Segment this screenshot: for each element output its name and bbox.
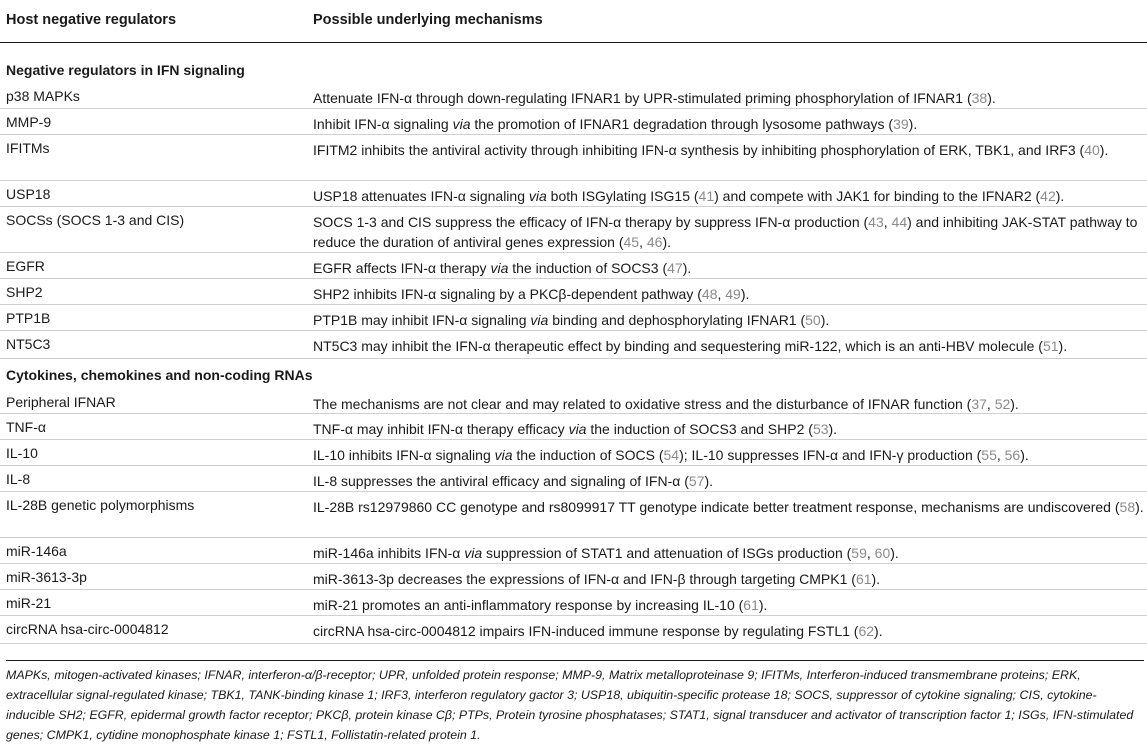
regulator-name: p38 MAPKs bbox=[6, 88, 80, 104]
reference-number: 57 bbox=[688, 473, 705, 489]
regulator-name: USP18 bbox=[6, 186, 51, 202]
reference-number: 39 bbox=[893, 116, 909, 132]
mechanism-text bbox=[313, 595, 1145, 615]
reference-number: 42 bbox=[1040, 188, 1056, 204]
reference-number: 41 bbox=[698, 188, 715, 204]
text-fragment: SOCS 1-3 and CIS suppress the efficacy of IFN-α therapy by suppress IFN-α production ( bbox=[313, 214, 869, 230]
mechanism-text bbox=[313, 186, 1145, 206]
reference-number: 51 bbox=[1042, 338, 1059, 354]
reference-number: 55 bbox=[981, 447, 997, 463]
table-row bbox=[0, 330, 1147, 359]
mechanism-text bbox=[313, 284, 1145, 304]
mechanism-text bbox=[313, 394, 1145, 414]
text-fragment: the induction of SOCS3 ( bbox=[508, 260, 668, 276]
mechanism-text bbox=[313, 569, 1145, 589]
text-fragment: , bbox=[866, 545, 875, 561]
text-fragment: miR-3613-3p decreases the expressions of IFN-α and IFN-β through targeting CMPK1 ( bbox=[313, 571, 856, 587]
italic-text: via bbox=[494, 447, 513, 463]
text-fragment: ); IL-10 suppresses IFN-α and IFN-γ production ( bbox=[679, 447, 982, 463]
text-fragment: miR-21 promotes an anti-inflammatory response by increasing IL-10 ( bbox=[313, 597, 744, 613]
reference-number: 37 bbox=[971, 396, 987, 412]
text-fragment: , bbox=[986, 396, 995, 412]
header-regulators: Host negative regulators bbox=[6, 12, 177, 28]
text-fragment: Inhibit IFN-α signaling bbox=[313, 116, 453, 132]
text-fragment: ). bbox=[662, 234, 672, 250]
text-fragment: miR-146a inhibits IFN-α bbox=[313, 545, 465, 561]
reference-number: 50 bbox=[805, 312, 821, 328]
italic-text: via bbox=[568, 421, 587, 437]
regulator-name: miR-3613-3p bbox=[6, 569, 87, 585]
regulator-name: Peripheral IFNAR bbox=[6, 394, 116, 410]
table-row bbox=[0, 589, 1147, 616]
text-fragment: ). bbox=[828, 421, 838, 437]
italic-text: via bbox=[528, 188, 547, 204]
regulator-name: TNF-α bbox=[6, 419, 46, 435]
reference-number: 44 bbox=[891, 214, 908, 230]
section-title: Cytokines, chemokines and non-coding RNAs bbox=[6, 367, 313, 383]
reference-number: 40 bbox=[1084, 142, 1100, 158]
section-title: Negative regulators in IFN signaling bbox=[6, 62, 245, 78]
table-row bbox=[0, 563, 1147, 590]
table-row bbox=[0, 82, 1147, 109]
italic-text: via bbox=[452, 116, 471, 132]
text-fragment: ). bbox=[1010, 396, 1019, 412]
text-fragment: ). bbox=[1099, 142, 1109, 158]
text-fragment: the induction of SOCS3 and SHP2 ( bbox=[586, 421, 813, 437]
regulator-name: IL-10 bbox=[6, 445, 38, 461]
italic-text: via bbox=[490, 260, 509, 276]
regulator-name: miR-21 bbox=[6, 595, 52, 611]
table-footnote: MAPKs, mitogen-activated kinases; IFNAR, interferon-α/β-receptor; UPR, unfolded protein response; MMP-9, Matrix metalloproteinase 9; IFITMs, Interferon-induced transmembrane proteins; ERK, extracellular signal-regulated kinase; TBK1, TANK-binding kinase 1; IRF3, interferon regulatory gactor 3; USP18, ubiquitin-specific protease 18; SOCS, suppressor of cytokine signaling; CIS, cytokine-inducible SH2; EGFR, epidermal growth factor receptor; PKCβ, protein kinase Cβ; PTPs, Protein tyrosine phosphatases; STAT1, signal transducer and activator of transcription factor 1; ISGs, IFN-stimulated genes; CMPK1, cytidine monophosphate kinase 1; FSTL1, Follistatin-related protein 1. bbox=[6, 660, 1144, 745]
regulator-name: SHP2 bbox=[6, 284, 43, 300]
table-row bbox=[0, 465, 1147, 492]
text-fragment: IFITM2 inhibits the antiviral activity through inhibiting IFN-α synthesis by inhibiting phosphorylation of ERK, TBK1, and IRF3 ( bbox=[313, 142, 1085, 158]
text-fragment: ). bbox=[890, 545, 899, 561]
text-fragment: , bbox=[717, 286, 726, 302]
table-row bbox=[0, 615, 1147, 644]
mechanism-text bbox=[313, 114, 1145, 134]
mechanism-text bbox=[313, 140, 1145, 160]
text-fragment: SHP2 inhibits IFN-α signaling by a PKCβ-dependent pathway ( bbox=[313, 286, 702, 302]
reference-number: 49 bbox=[725, 286, 741, 302]
mechanism-text bbox=[313, 497, 1145, 517]
text-fragment: ). bbox=[758, 597, 768, 613]
reference-number: 54 bbox=[663, 447, 680, 463]
reference-number: 43 bbox=[868, 214, 884, 230]
table-row bbox=[0, 108, 1147, 135]
text-fragment: ). bbox=[682, 260, 692, 276]
regulator-name: IFITMs bbox=[6, 140, 50, 156]
text-fragment: ). bbox=[1135, 499, 1144, 515]
text-fragment: USP18 attenuates IFN-α signaling bbox=[313, 188, 529, 204]
reference-number: 47 bbox=[667, 260, 683, 276]
table-row bbox=[0, 439, 1147, 466]
mechanism-text bbox=[313, 88, 1145, 108]
regulator-name: PTP1B bbox=[6, 310, 51, 326]
mechanism-text bbox=[313, 471, 1145, 491]
text-fragment: ). bbox=[871, 571, 881, 587]
reference-number: 46 bbox=[646, 234, 663, 250]
table-header bbox=[0, 0, 1147, 43]
table-row bbox=[0, 304, 1147, 331]
text-fragment: IL-28B rs12979860 CC genotype and rs8099917 TT genotype indicate better treatment response, mechanisms are undiscovered ( bbox=[313, 499, 1120, 515]
table-row bbox=[0, 206, 1147, 253]
text-fragment: ). bbox=[704, 473, 714, 489]
reference-number: 53 bbox=[812, 421, 829, 437]
table-row bbox=[0, 537, 1147, 564]
table-row bbox=[0, 252, 1147, 279]
regulator-name: circRNA hsa-circ-0004812 bbox=[6, 621, 169, 637]
italic-text: via bbox=[530, 312, 549, 328]
reference-number: 38 bbox=[971, 90, 988, 106]
text-fragment: binding and dephosphorylating IFNAR1 ( bbox=[548, 312, 806, 328]
mechanism-text bbox=[313, 258, 1145, 278]
text-fragment: , bbox=[639, 234, 647, 250]
regulator-name: miR-146a bbox=[6, 543, 67, 559]
regulator-name: EGFR bbox=[6, 258, 45, 274]
text-fragment: ) and compete with JAK1 for binding to the IFNAR2 ( bbox=[714, 188, 1041, 204]
text-fragment: ). bbox=[874, 623, 883, 639]
text-fragment: IL-10 inhibits IFN-α signaling bbox=[313, 447, 495, 463]
text-fragment: , bbox=[996, 447, 1005, 463]
text-fragment: IL-8 suppresses the antiviral efficacy and signaling of IFN-α ( bbox=[313, 473, 689, 489]
mechanism-text bbox=[313, 543, 1145, 563]
reference-number: 59 bbox=[851, 545, 867, 561]
text-fragment: EGFR affects IFN-α therapy bbox=[313, 260, 491, 276]
reference-number: 60 bbox=[874, 545, 891, 561]
table-row bbox=[0, 180, 1147, 207]
text-fragment: TNF-α may inhibit IFN-α therapy efficacy bbox=[313, 421, 569, 437]
text-fragment: suppression of STAT1 and attenuation of ISGs production ( bbox=[482, 545, 852, 561]
mechanism-text bbox=[313, 310, 1145, 330]
table-row bbox=[0, 134, 1147, 181]
text-fragment: ). bbox=[1055, 188, 1065, 204]
table-row bbox=[0, 388, 1147, 414]
table-row bbox=[0, 491, 1147, 538]
reference-number: 48 bbox=[701, 286, 718, 302]
mechanism-text bbox=[313, 336, 1145, 356]
reference-number: 52 bbox=[994, 396, 1011, 412]
text-fragment: NT5C3 may inhibit the IFN-α therapeutic effect by binding and sequestering miR-122, which is an anti-HBV molecule ( bbox=[313, 338, 1043, 354]
text-fragment: ). bbox=[1020, 447, 1029, 463]
text-fragment: the promotion of IFNAR1 degradation through lysosome pathways ( bbox=[470, 116, 894, 132]
regulator-name: IL-8 bbox=[6, 471, 31, 487]
text-fragment: ) and inhibiting JAK-STAT pathway to reduce the duration of antiviral genes expression ( bbox=[313, 214, 1138, 250]
text-fragment: ). bbox=[987, 90, 996, 106]
text-fragment: PTP1B may inhibit IFN-α signaling bbox=[313, 312, 531, 328]
reference-number: 58 bbox=[1119, 499, 1136, 515]
mechanism-text bbox=[313, 419, 1145, 439]
text-fragment: circRNA hsa-circ-0004812 impairs IFN-induced immune response by regulating FSTL1 ( bbox=[313, 623, 859, 639]
mechanism-text bbox=[313, 212, 1145, 252]
text-fragment: Attenuate IFN-α through down-regulating IFNAR1 by UPR-stimulated priming phosphorylation of IFNAR1 ( bbox=[313, 90, 972, 106]
reference-number: 62 bbox=[858, 623, 875, 639]
text-fragment: both ISGylating ISG15 ( bbox=[546, 188, 699, 204]
text-fragment: the induction of SOCS ( bbox=[512, 447, 664, 463]
text-fragment: The mechanisms are not clear and may related to oxidative stress and the disturbance of IFNAR function ( bbox=[313, 396, 972, 412]
reference-number: 61 bbox=[743, 597, 759, 613]
header-mechanisms: Possible underlying mechanisms bbox=[313, 12, 543, 28]
table-row bbox=[0, 413, 1147, 440]
reference-number: 56 bbox=[1004, 447, 1021, 463]
text-fragment: ). bbox=[908, 116, 918, 132]
regulator-name: NT5C3 bbox=[6, 336, 51, 352]
regulator-name: IL-28B genetic polymorphisms bbox=[6, 497, 195, 513]
italic-text: via bbox=[464, 545, 483, 561]
text-fragment: ). bbox=[740, 286, 750, 302]
reference-number: 61 bbox=[855, 571, 872, 587]
table-row bbox=[0, 278, 1147, 305]
text-fragment: ). bbox=[820, 312, 830, 328]
regulator-name: SOCSs (SOCS 1-3 and CIS) bbox=[6, 212, 185, 228]
mechanism-text bbox=[313, 445, 1145, 465]
reference-number: 45 bbox=[623, 234, 640, 250]
mechanism-text bbox=[313, 621, 1145, 641]
text-fragment: , bbox=[883, 214, 892, 230]
regulator-name: MMP-9 bbox=[6, 114, 52, 130]
text-fragment: ). bbox=[1058, 338, 1068, 354]
